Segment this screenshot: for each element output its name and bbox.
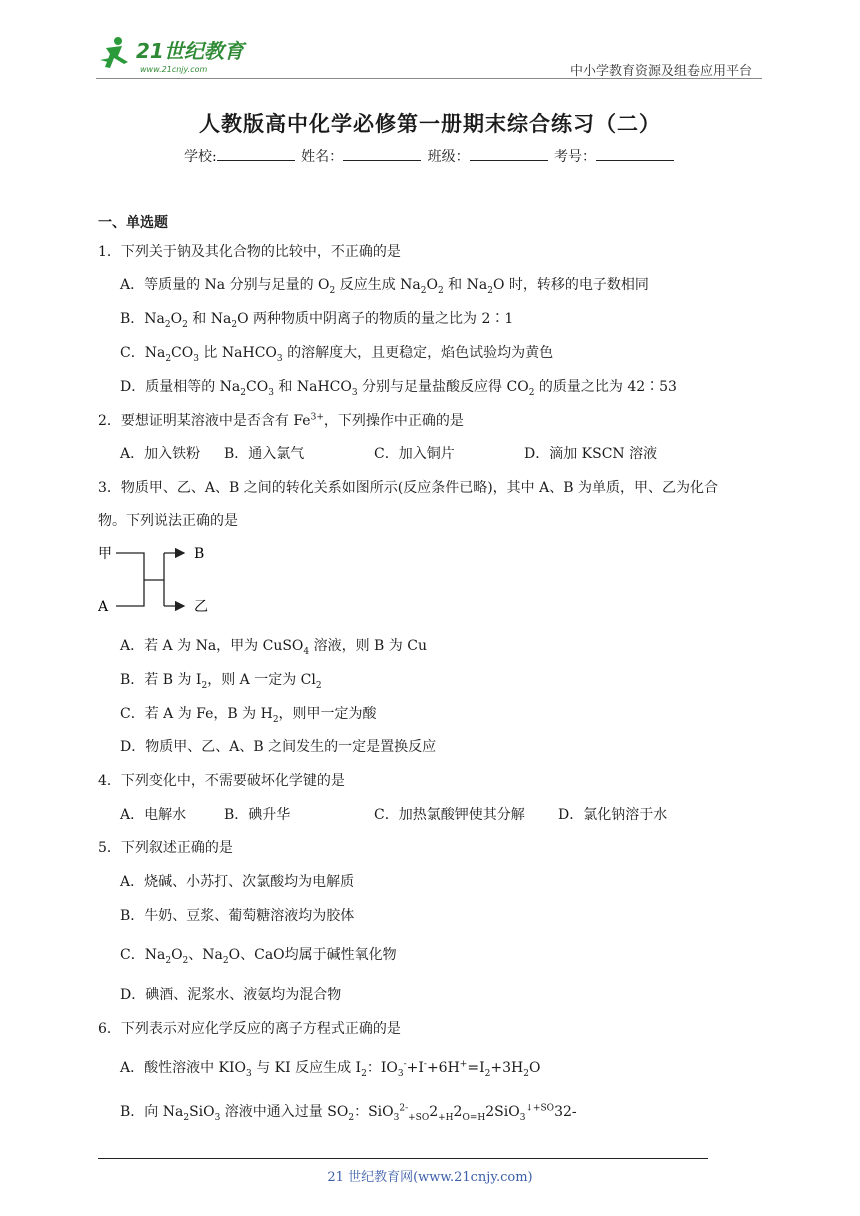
footer-text: 21 世纪教育网(www.21cnjy.com) (327, 1170, 533, 1185)
svg-text:www.21cnjy.com: www.21cnjy.com (140, 65, 208, 74)
q3-stem-line2: 物。下列说法正确的是 (98, 513, 238, 529)
q3-option-c: C．若 A 为 Fe，B 为 $H_2$，则甲一定为酸 (120, 706, 377, 725)
name-label: 姓名： (301, 149, 344, 165)
q2-option-b: B．通入氯气 (224, 446, 305, 462)
conversion-diagram (98, 540, 218, 618)
name-blank (343, 146, 421, 161)
svg-text:21世纪教育: 21世纪教育 (136, 39, 244, 63)
q6-option-a: A．酸性溶液中 $KIO_3$ 与 KI 反应生成 $I_2$：$IO_3^-+I^-+6H^+=I_2+3H_2O$ (120, 1059, 541, 1079)
class-blank (470, 146, 548, 161)
q4-option-d: D．氯化钠溶于水 (558, 807, 668, 823)
diagram-label-b: B (194, 546, 205, 562)
diagram-label-jia: 甲 (98, 546, 112, 562)
q5-option-c: C．$Na_2O_2$、$Na_2O$、CaO均属于碱性氧化物 (120, 947, 397, 966)
q4-stem: 4．下列变化中，不需要破坏化学键的是 (98, 773, 345, 789)
footer-divider (98, 1158, 708, 1159)
diagram-label-yi: 乙 (194, 599, 208, 615)
q2-option-a: A．加入铁粉 (120, 446, 201, 462)
q1-option-c: C．$Na_2CO_3$ 比 NaHCO$_3$ 的溶解度大，且更稳定，焰色试验均为黄色 (120, 345, 554, 364)
q1-stem: 1．下列关于钠及其化合物的比较中，不正确的是 (98, 244, 401, 260)
page-title: 人教版高中化学必修第一册期末综合练习（二） (199, 112, 661, 136)
class-label: 班级： (427, 149, 470, 165)
q2-options (120, 445, 657, 463)
q5-option-d: D．碘酒、泥浆水、液氨均为混合物 (120, 987, 342, 1003)
section-heading: 一、单选题 (98, 215, 168, 231)
q4-options (120, 806, 667, 824)
q6-option-b: B．向 $Na_2SiO_3$ 溶液中通入过量 $SO_2$：$SiO_3^{2-}_{+SO}2_{+H}2_{O=H}2SiO_3^{↓+SO}32-$ (120, 1103, 577, 1123)
site-logo (96, 34, 256, 78)
q2-option-c: C．加入铜片 (374, 446, 455, 462)
q5-option-b: B．牛奶、豆浆、葡萄糖溶液均为胶体 (120, 908, 355, 924)
platform-name: 中小学教育资源及组卷应用平台 (569, 64, 752, 79)
school-blank (217, 146, 295, 161)
exam-no-blank (596, 146, 674, 161)
q1-option-b: B．$Na_2O_2$ 和 $Na_2O$ 两种物质中阴离子的物质的量之比为 2∶1 (120, 311, 514, 330)
q4-option-b: B．碘升华 (224, 807, 291, 823)
q2-option-d: D．滴加 KSCN 溶液 (524, 446, 658, 462)
q3-option-a: A．若 A 为 Na，甲为 CuSO$_4$ 溶液，则 B 为 Cu (120, 638, 427, 657)
diagram-label-a: A (98, 599, 109, 615)
q5-option-a: A．烧碱、小苏打、次氯酸均为电解质 (120, 874, 355, 890)
q2-stem: 2．要想证明某溶液中是否含有 $Fe^{3+}$，下列操作中正确的是 (98, 412, 464, 429)
exam-no-label: 考号： (554, 149, 597, 165)
q4-option-c: C．加热氯酸钾使其分解 (374, 807, 525, 823)
q3-option-d: D．物质甲、乙、A、B 之间发生的一定是置换反应 (120, 739, 437, 755)
q5-stem: 5．下列叙述正确的是 (98, 840, 233, 856)
q3-option-b: B．若 B 为 $I_2$，则 A 一定为 $Cl_2$ (120, 672, 322, 691)
school-label: 学校: (183, 149, 217, 165)
header-divider (96, 78, 762, 79)
q4-option-a: A．电解水 (120, 807, 187, 823)
student-info (0, 146, 860, 166)
q3-stem-line1: 3．物质甲、乙、A、B 之间的转化关系如图所示(反应条件已略)，其中 A、B 为单质，甲、乙为化合 (98, 480, 718, 496)
q6-stem: 6．下列表示对应化学反应的离子方程式正确的是 (98, 1021, 401, 1037)
q1-option-d: D．质量相等的 $Na_2CO_3$ 和 NaHCO$_3$ 分别与足量盐酸反应得 $CO_2$ 的质量之比为 42∶53 (120, 379, 677, 398)
q1-option-a: A．等质量的 Na 分别与足量的 $O_2$ 反应生成 $Na_2O_2$ 和 $Na_2O$ 时，转移的电子数相同 (120, 277, 649, 296)
